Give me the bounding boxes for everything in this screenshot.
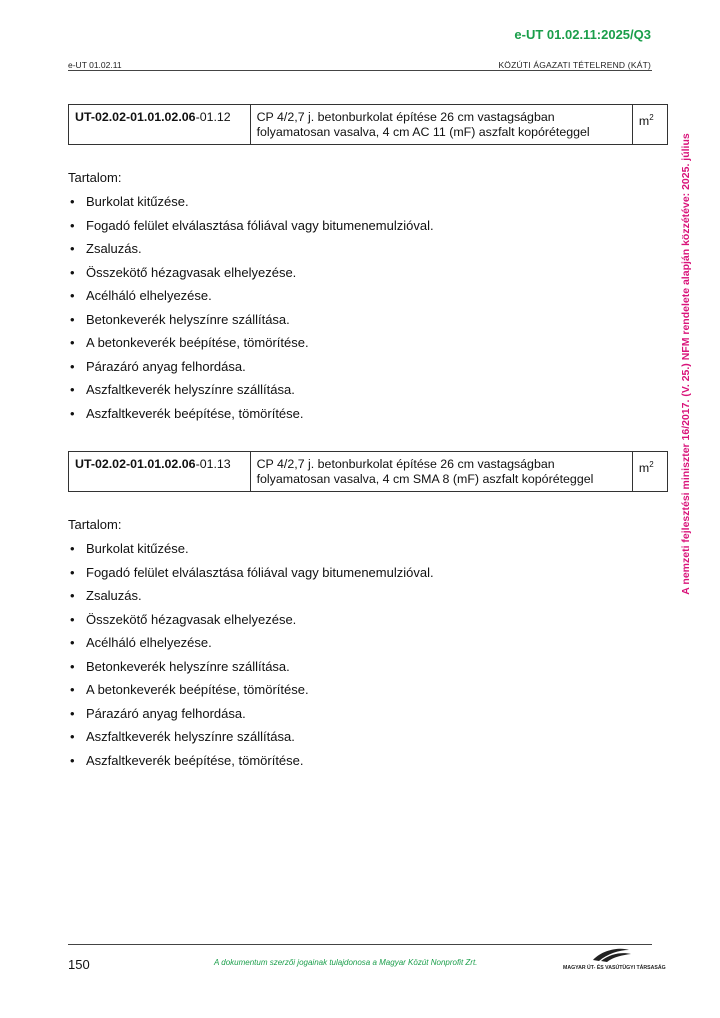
document-code: e-UT 01.02.11:2025/Q3 <box>514 27 651 42</box>
list-item: • Acélháló elhelyezése. <box>68 288 434 312</box>
item-description: CP 4/2,7 j. betonburkolat építése 26 cm vastagságban folyamatosan vasalva, 4 cm AC 11 (mF) aszfalt kopóréteggel <box>250 105 632 145</box>
list-item: • Zsaluzás. <box>68 241 434 265</box>
list-item: • Aszfaltkeverék beépítése, tömörítése. <box>68 406 434 430</box>
contents-label: Tartalom: <box>68 170 122 185</box>
unit-exponent: 2 <box>649 460 654 469</box>
item-description: CP 4/2,7 j. betonburkolat építése 26 cm vastagságban folyamatosan vasalva, 4 cm SMA 8 (mF) aszfalt kopóréteggel <box>250 452 632 492</box>
item-code <box>69 452 251 492</box>
header-rule <box>68 70 652 71</box>
header-right: KÖZÚTI ÁGAZATI TÉTELREND (KÁT) <box>498 60 651 70</box>
list-item: • Párazáró anyag felhordása. <box>68 359 434 383</box>
item-code-main: UT-02.02-01.01.02.06 <box>75 457 196 471</box>
copyright-notice: A dokumentum szerzői jogainak tulajdonosa a Magyar Közút Nonprofit Zrt. <box>214 958 478 967</box>
side-note <box>676 96 696 632</box>
footer-rule <box>68 944 652 945</box>
list-item: • Acélháló elhelyezése. <box>68 635 434 659</box>
list-item: • Burkolat kitűzése. <box>68 194 434 218</box>
page-number: 150 <box>68 957 90 972</box>
list-item: • Betonkeverék helyszínre szállítása. <box>68 659 434 683</box>
list-item: • A betonkeverék beépítése, tömörítése. <box>68 682 434 706</box>
company-logo <box>563 947 666 971</box>
list-item: • Aszfaltkeverék helyszínre szállítása. <box>68 382 434 406</box>
unit-exponent: 2 <box>649 113 654 122</box>
list-item: • Burkolat kitűzése. <box>68 541 434 565</box>
logo-swoosh-icon <box>563 947 657 963</box>
item-code-suffix: -01.13 <box>195 457 231 471</box>
list-item: • Összekötő hézagvasak elhelyezése. <box>68 265 434 289</box>
list-item: • Zsaluzás. <box>68 588 434 612</box>
list-item: • Összekötő hézagvasak elhelyezése. <box>68 612 434 636</box>
contents-list <box>68 194 434 429</box>
item-code <box>69 105 251 145</box>
list-item: • Párazáró anyag felhordása. <box>68 706 434 730</box>
item-code-main: UT-02.02-01.01.02.06 <box>75 110 196 124</box>
header-left: e-UT 01.02.11 <box>68 60 122 70</box>
list-item: • Aszfaltkeverék helyszínre szállítása. <box>68 729 434 753</box>
side-note-text: A nemzeti fejlesztési miniszter 16/2017. (V. 25.) NFM rendelete alapján közzétéve: 2025. július <box>680 133 692 595</box>
unit-base: m <box>638 114 650 129</box>
list-item: • Fogadó felület elválasztása fóliával vagy bitumenemulzióval. <box>68 218 434 242</box>
item-unit <box>632 452 667 492</box>
item-unit <box>632 105 667 145</box>
list-item: • A betonkeverék beépítése, tömörítése. <box>68 335 434 359</box>
list-item: • Betonkeverék helyszínre szállítása. <box>68 312 434 336</box>
logo-text: MAGYAR ÚT- ÉS VASÚTÜGYI TÁRSASÁG <box>563 965 666 971</box>
contents-list <box>68 541 434 776</box>
list-item: • Fogadó felület elválasztása fóliával vagy bitumenemulzióval. <box>68 565 434 589</box>
item-row <box>69 105 668 145</box>
unit-base: m <box>638 461 650 476</box>
contents-label: Tartalom: <box>68 517 122 532</box>
item-table-2 <box>68 451 668 492</box>
list-item: • Aszfaltkeverék beépítése, tömörítése. <box>68 753 434 777</box>
item-row <box>69 452 668 492</box>
item-code-suffix: -01.12 <box>195 110 231 124</box>
item-table-1 <box>68 104 668 145</box>
